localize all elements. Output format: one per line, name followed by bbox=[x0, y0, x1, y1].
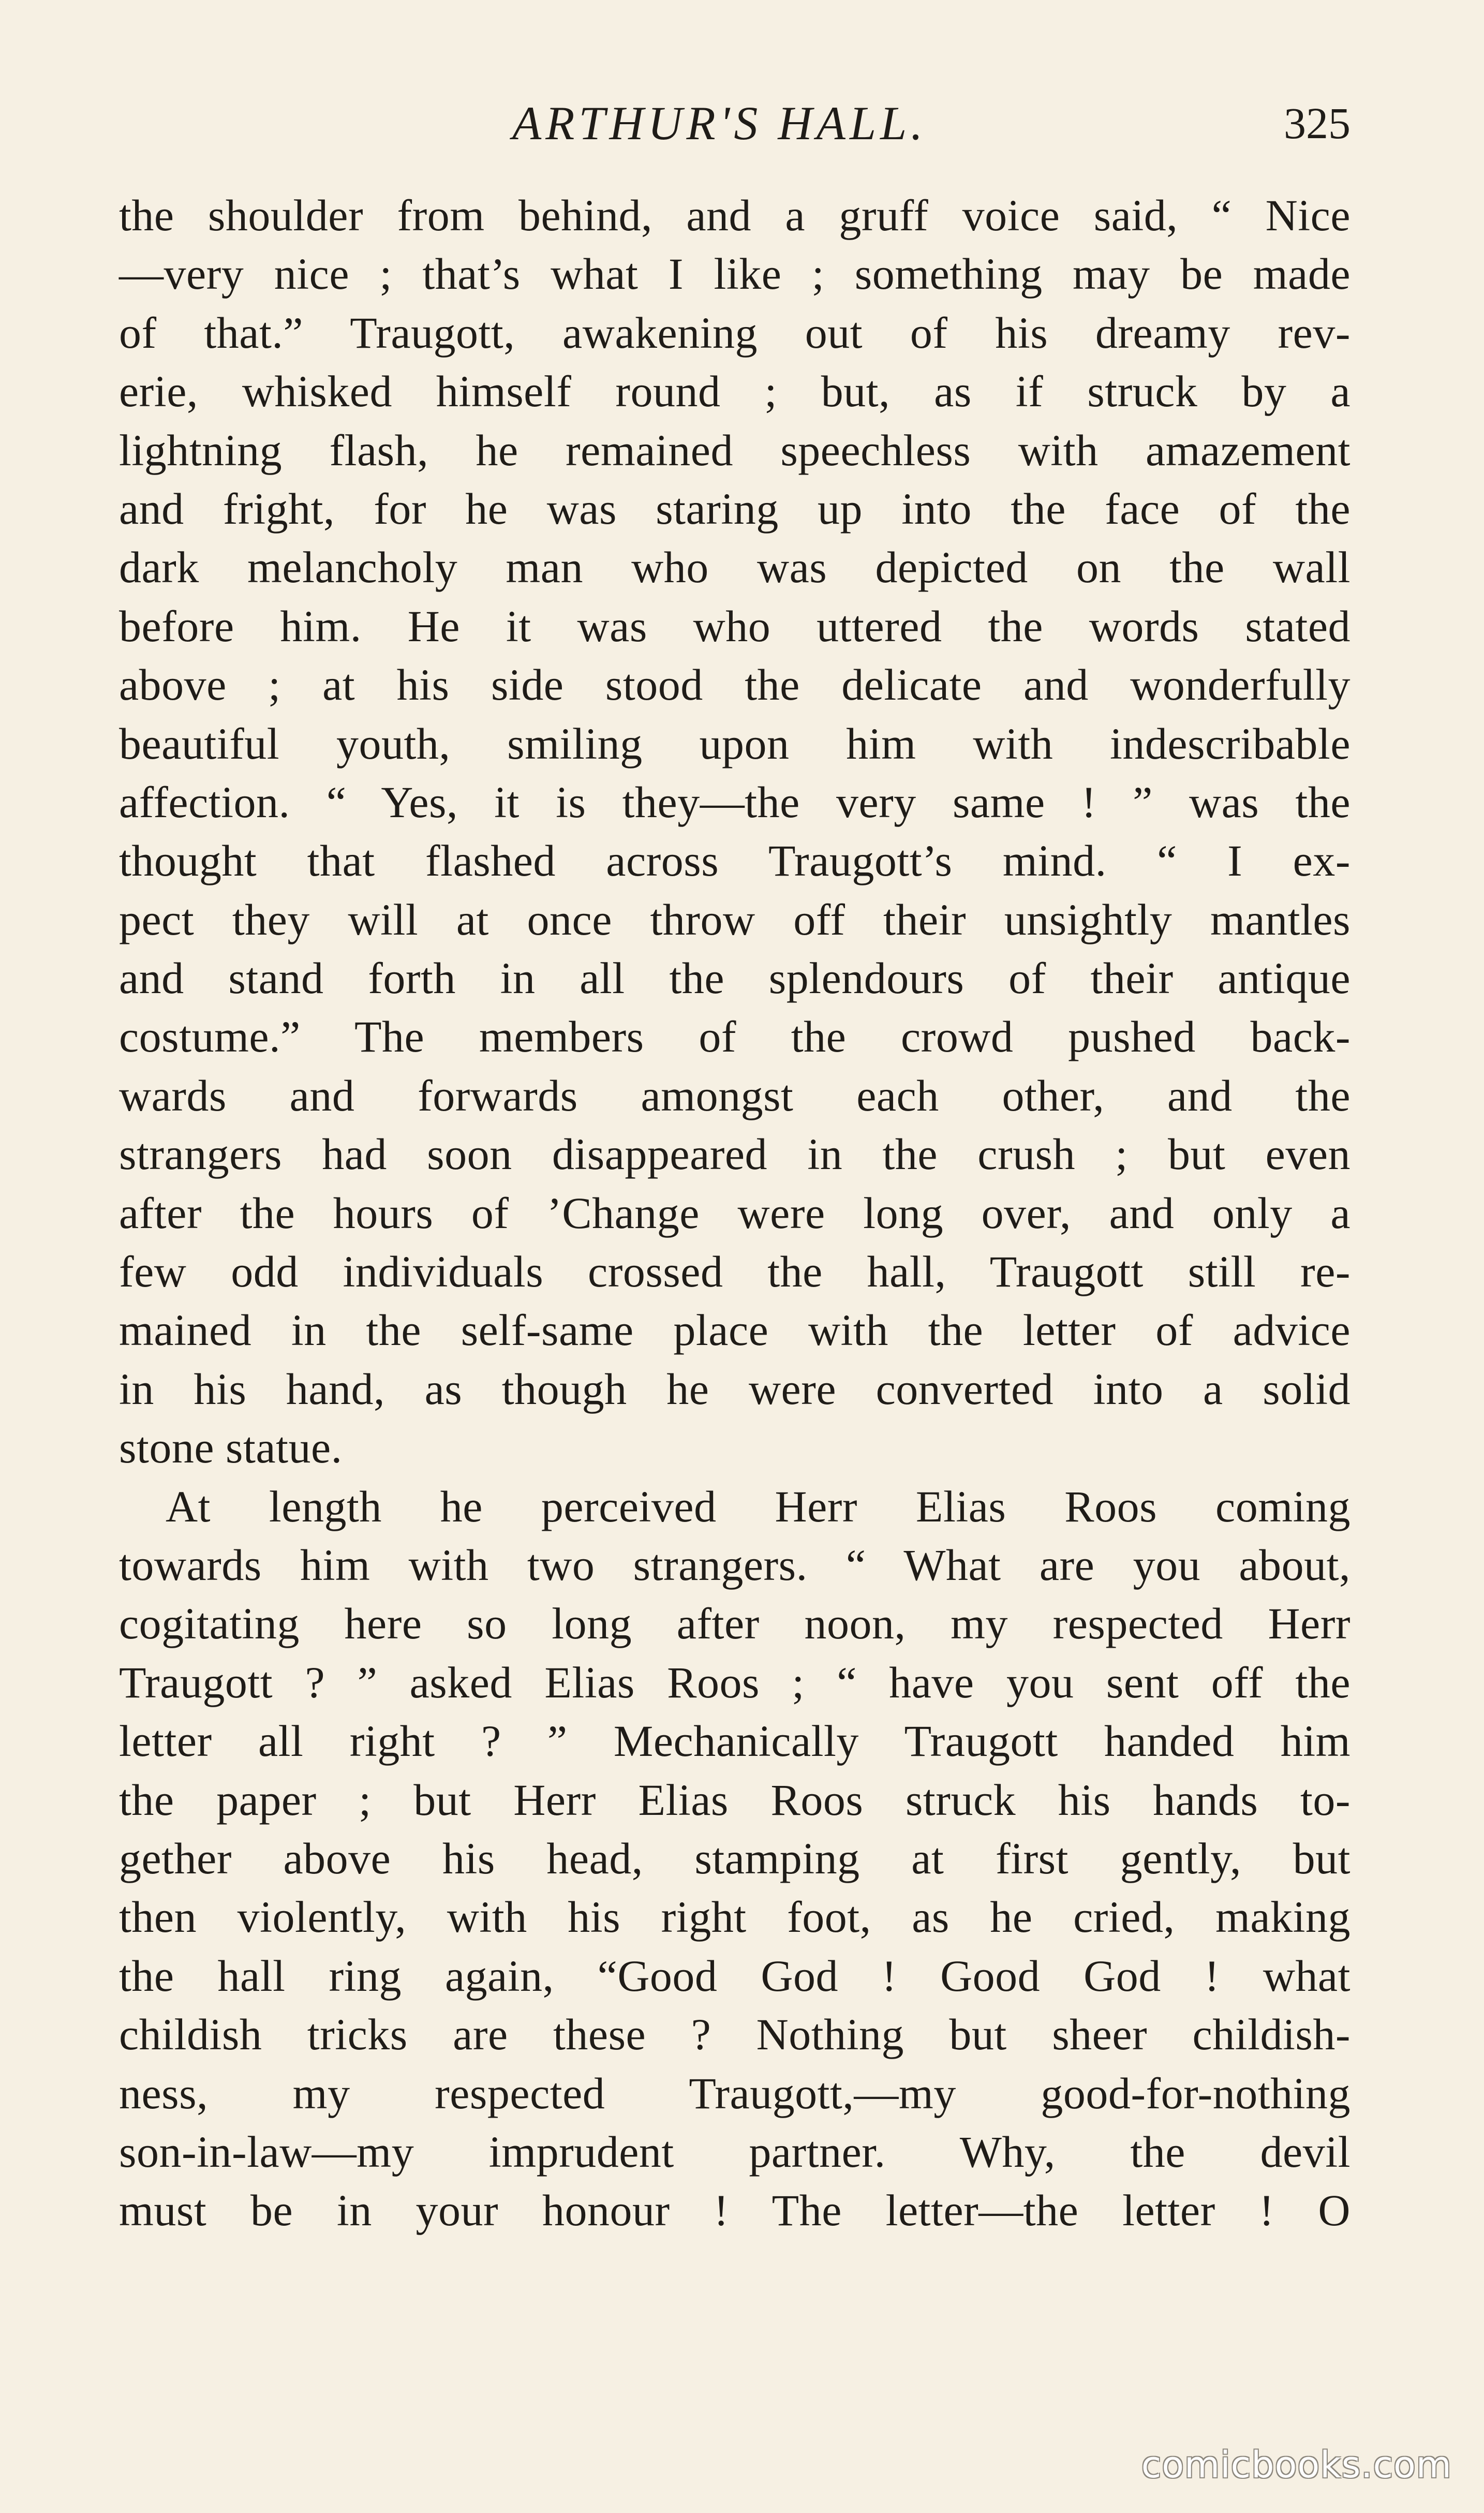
text-line: after the hours of ’Change were long over, and only a bbox=[119, 1188, 1351, 1238]
text-line: son-in-law—my imprudent partner. Why, the devil bbox=[119, 2126, 1351, 2177]
text-line: childish tricks are these ? Nothing but sheer childish- bbox=[119, 2009, 1351, 2060]
text-line: in his hand, as though he were converted into a solid bbox=[119, 1364, 1351, 1414]
running-head bbox=[119, 87, 1351, 159]
text-line: must be in your honour ! The letter—the letter ! O bbox=[119, 2185, 1351, 2236]
page-number: 325 bbox=[1284, 98, 1351, 148]
watermark: comicbooks.com bbox=[1141, 2444, 1452, 2486]
text-line: then violently, with his right foot, as he cried, making bbox=[119, 1892, 1351, 1942]
text-line: the hall ring again, “Good God ! Good God ! what bbox=[119, 1950, 1351, 2001]
text-line: the shoulder from behind, and a gruff voice said, “ Nice bbox=[119, 190, 1351, 240]
body-text bbox=[119, 186, 1351, 2240]
paragraph-1 bbox=[119, 186, 1351, 1477]
text-line: dark melancholy man who was depicted on the wall bbox=[119, 542, 1351, 593]
text-line: few odd individuals crossed the hall, Traugott still re- bbox=[119, 1247, 1351, 1297]
text-line: the paper ; but Herr Elias Roos struck his hands to- bbox=[119, 1775, 1351, 1825]
text-line: thought that flashed across Traugott’s mind. “ I ex- bbox=[119, 836, 1351, 886]
text-line: pect they will at once throw off their unsightly mantles bbox=[119, 894, 1351, 944]
text-line: —very nice ; that’s what I like ; something may be made bbox=[119, 249, 1351, 299]
text-line: gether above his head, stamping at first gently, but bbox=[119, 1833, 1351, 1883]
text-line: erie, whisked himself round ; but, as if struck by a bbox=[119, 366, 1351, 417]
text-line: ness, my respected Traugott,—my good-for-nothing bbox=[119, 2068, 1351, 2118]
running-title: ARTHUR'S HALL. bbox=[512, 97, 927, 150]
paragraph-2 bbox=[119, 1477, 1351, 2240]
text-line: cogitating here so long after noon, my respected Herr bbox=[119, 1599, 1351, 1649]
text-line: beautiful youth, smiling upon him with indescribable bbox=[119, 718, 1351, 768]
text-line: and fright, for he was staring up into the face of the bbox=[119, 483, 1351, 534]
text-line: mained in the self-same place with the letter of advice bbox=[119, 1305, 1351, 1355]
text-line: Traugott ? ” asked Elias Roos ; “ have you sent off the bbox=[119, 1657, 1351, 1707]
text-line: letter all right ? ” Mechanically Traugott handed him bbox=[119, 1716, 1351, 1766]
text-line: lightning flash, he remained speechless with amazement bbox=[119, 425, 1351, 475]
text-line: wards and forwards amongst each other, and the bbox=[119, 1070, 1351, 1120]
text-line: stone statue. bbox=[119, 1423, 343, 1473]
text-line: costume.” The members of the crowd pushed back- bbox=[119, 1012, 1351, 1062]
text-line: towards him with two strangers. “ What are you about, bbox=[119, 1540, 1351, 1590]
text-line: above ; at his side stood the delicate and wonderfully bbox=[119, 660, 1351, 710]
text-line: affection. “ Yes, it is they—the very same ! ” was the bbox=[119, 777, 1351, 827]
text-line: before him. He it was who uttered the words stated bbox=[119, 601, 1351, 651]
text-line: and stand forth in all the splendours of their antique bbox=[119, 953, 1351, 1003]
text-line: At length he perceived Herr Elias Roos coming bbox=[166, 1481, 1351, 1531]
text-line: strangers had soon disappeared in the crush ; but even bbox=[119, 1129, 1351, 1179]
text-line: of that.” Traugott, awakening out of his dreamy rev- bbox=[119, 307, 1351, 358]
